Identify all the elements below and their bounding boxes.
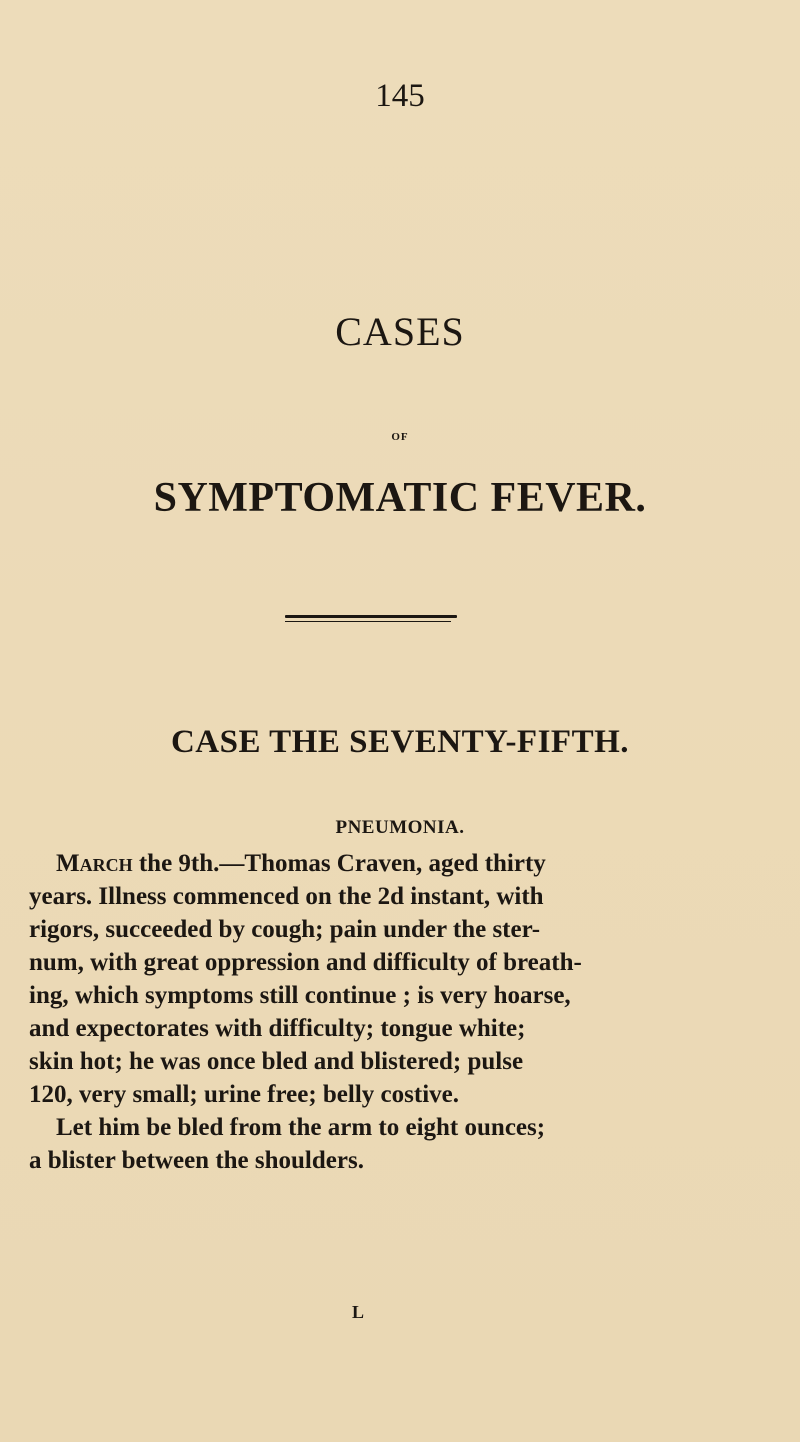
- paragraph-line-text: the 9th.—Thomas Craven, aged thirty: [132, 850, 546, 877]
- paragraph-line: skin hot; he was once bled and blistered; pulse: [29, 1048, 524, 1075]
- rule-thick-line: [285, 615, 457, 618]
- rule-thin-line: [285, 621, 451, 622]
- paragraph-line: 120, very small; urine free; belly costive.: [29, 1081, 459, 1108]
- page-title: SYMPTOMATIC FEVER.: [153, 475, 647, 521]
- lead-word: March: [56, 850, 133, 877]
- paragraph-line: and expectorates with difficulty; tongue white;: [29, 1015, 526, 1042]
- paragraph-line: a blister between the shoulders.: [29, 1147, 364, 1174]
- paragraph-line: [56, 848, 546, 880]
- title-cases: CASES: [335, 309, 465, 354]
- case-subject: PNEUMONIA.: [335, 817, 465, 838]
- case-heading: CASE THE SEVENTY-FIFTH.: [170, 724, 630, 760]
- paragraph-line: rigors, succeeded by cough; pain under the ster-: [29, 916, 541, 943]
- paragraph-line: Let him be bled from the arm to eight ounces;: [56, 1114, 546, 1141]
- paragraph-line: num, with great oppression and difficulty of breath-: [29, 949, 582, 976]
- signature-mark: L: [352, 1302, 365, 1322]
- title-of: OF: [391, 431, 409, 443]
- page-number: 145: [375, 78, 425, 114]
- paragraph-line: years. Illness commenced on the 2d instant, with: [29, 883, 544, 910]
- paragraph-line: ing, which symptoms still continue ; is very hoarse,: [29, 982, 571, 1009]
